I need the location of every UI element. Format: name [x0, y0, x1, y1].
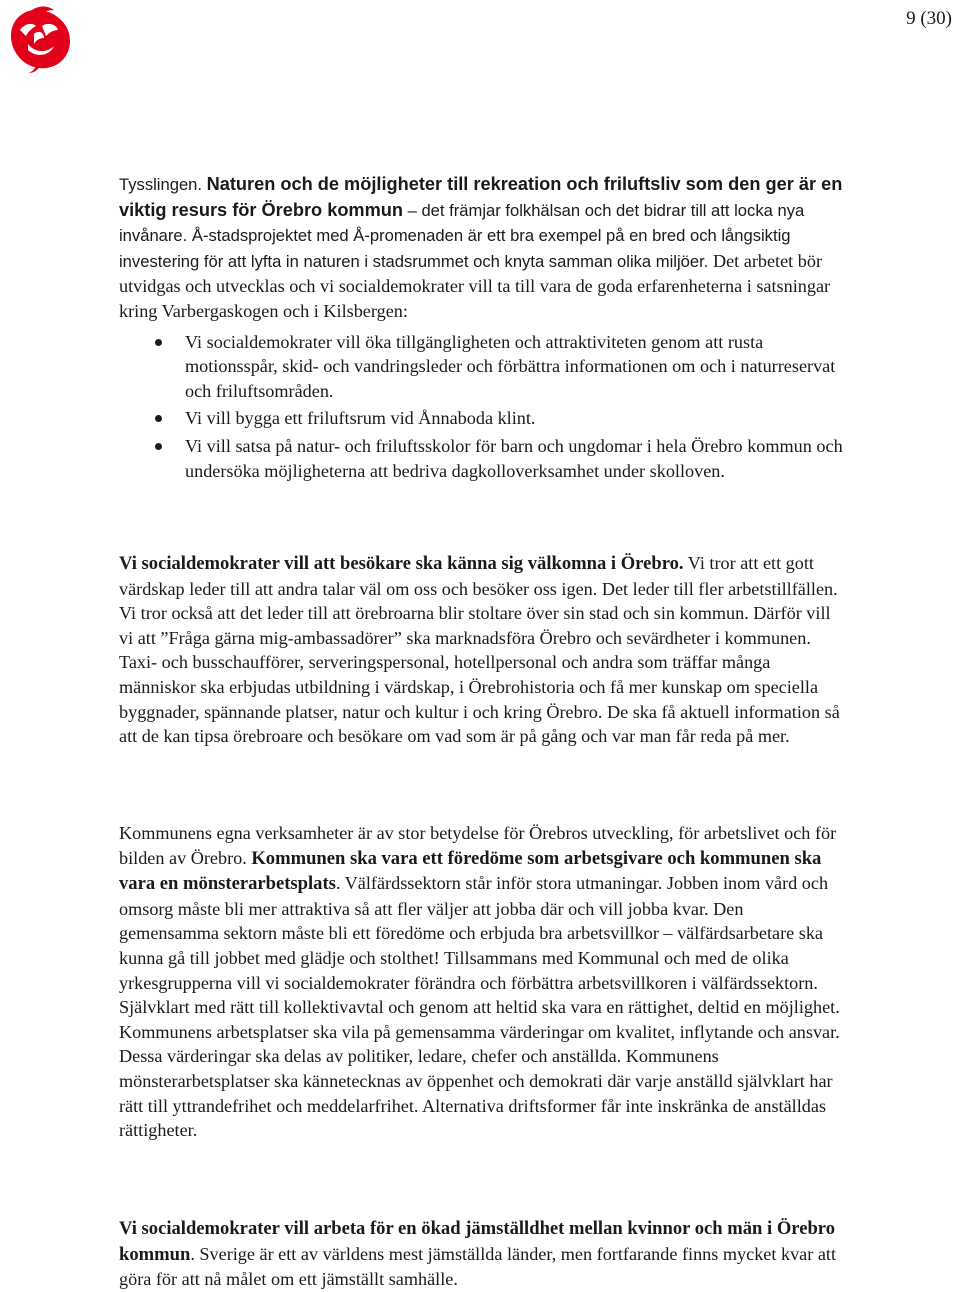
equality-text: . Sverige är ett av världens mest jämställda länder, men fortfarande finns mycket kvar att göra för att nå målet om ett jämställt samhälle.	[119, 1243, 837, 1290]
bullet-icon	[155, 443, 162, 450]
section-equality	[119, 1216, 847, 1292]
intro-text-3: Det arbetet bör utvidgas och utvecklas och vi socialdemokrater vill ta till vara de goda erfarenheterna i satsningar kring Varbergaskogen och i Kilsbergen:	[119, 250, 831, 321]
bullet-list	[119, 330, 847, 484]
employer-bold-statement: Kommunen ska vara ett föredöme som arbetsgivare och kommunen ska vara en mönsterarbetsplats	[119, 847, 822, 895]
visitors-text: Vi tror att ett gott värdskap leder till att andra talar väl om oss och besöker oss igen. Det leder till fler arbetstillfällen. Vi tror också att det leder till att örebroarna blir stoltare över sin stad och sin kommun. Därför vill vi att ”Fråga gärna mig-ambassadörer” ska marknadsföra Örebro och sevärdheter i kommunen. Taxi- och busschaufförer, serveringspersonal, hotellpersonal och andra som träffar många människor ska erbjudas utbildning i värdskap, i Örebrohistoria och få mer kunskap om speciella byggnader, spännande platser, natur och kultur i och kring Örebro. De ska få aktuell information så att de kan tipsa örebroare och besökare om vad som är på gång och var man får reda på mer.	[119, 553, 840, 747]
list-item: Vi vill bygga ett friluftsrum vid Ånnaboda klint.	[119, 406, 847, 431]
list-item: Vi vill satsa på natur- och friluftsskolor för barn och ungdomar i hela Örebro kommun och undersöka möjligheterna att bedriva dagkolloverksamhet under skolloven.	[119, 434, 847, 483]
employer-text-1: Kommunens egna verksamheter är av stor betydelse för Örebros utveckling, för arbetslivet och för bilden av Örebro.	[119, 823, 837, 868]
bullet-icon	[155, 415, 162, 422]
intro-text-2: – det främjar folkhälsan och det bidrar till att locka nya invånare. Å-stadsprojektet med Å-promenaden är ett bra exempel på en bred och långsiktig investering för att lyfta in naturen i stadsrummet och knyta samman olika miljöer.	[119, 200, 805, 271]
intro-paragraph	[119, 172, 847, 324]
party-rose-logo	[6, 4, 74, 74]
section-employer	[119, 821, 847, 1143]
visitors-heading: Vi socialdemokrater vill att besökare ska känna sig välkomna i Örebro.	[119, 553, 684, 574]
bullet-icon	[155, 339, 162, 346]
employer-text-2: . Välfärdssektorn står inför stora utmaningar. Jobben inom vård och omsorg måste bli mer attraktiva så att fler väljer att jobba där och vill jobba kvar. Den gemensamma sektorn måste bli ett föredöme och erbjuda bra arbetsvillkor – välfärdsarbetare ska kunna gå till jobbet med glädje och stolthet! Tillsammans med Kommunal och med de olika yrkesgrupperna vill vi socialdemokrater förändra och förbättra arbetsvillkoren i välfärdssektorn. Självklart med rätt till kollektivavtal och genom att heltid ska vara en rättighet, deltid en möjlighet. Kommunens arbetsplatser ska vila på gemensamma värderingar om kvalitet, inflytande och ansvar. Dessa värderingar ska delas av politiker, ledare, chefer och anställda. Kommunens mönsterarbetsplatser ska kännetecknas av öppenhet och demokrati där varje anställd självklart har rätt till yttrandefrihet och meddelarfrihet. Alternativa driftsformer får inte inskränka de anställdas rättigheter.	[119, 873, 840, 1141]
intro-bold-statement: Naturen och de möjligheter till rekreation och friluftsliv som den ger är en viktig resurs för Örebro kommun	[119, 174, 843, 220]
section-visitors	[119, 551, 847, 749]
list-item: Vi socialdemokrater vill öka tillgängligheten och attraktiviteten genom att rusta motionsspår, skid- och vandringsleder och förbättra informationen om och i naturreservat och friluftsområden.	[119, 330, 847, 404]
equality-bold-statement: Vi socialdemokrater vill arbeta för en ökad jämställdhet mellan kvinnor och män i Örebro kommun	[119, 1218, 836, 1265]
intro-section	[119, 172, 847, 486]
intro-text-1: Tysslingen.	[119, 175, 207, 194]
page-number: 9 (30)	[906, 8, 952, 29]
